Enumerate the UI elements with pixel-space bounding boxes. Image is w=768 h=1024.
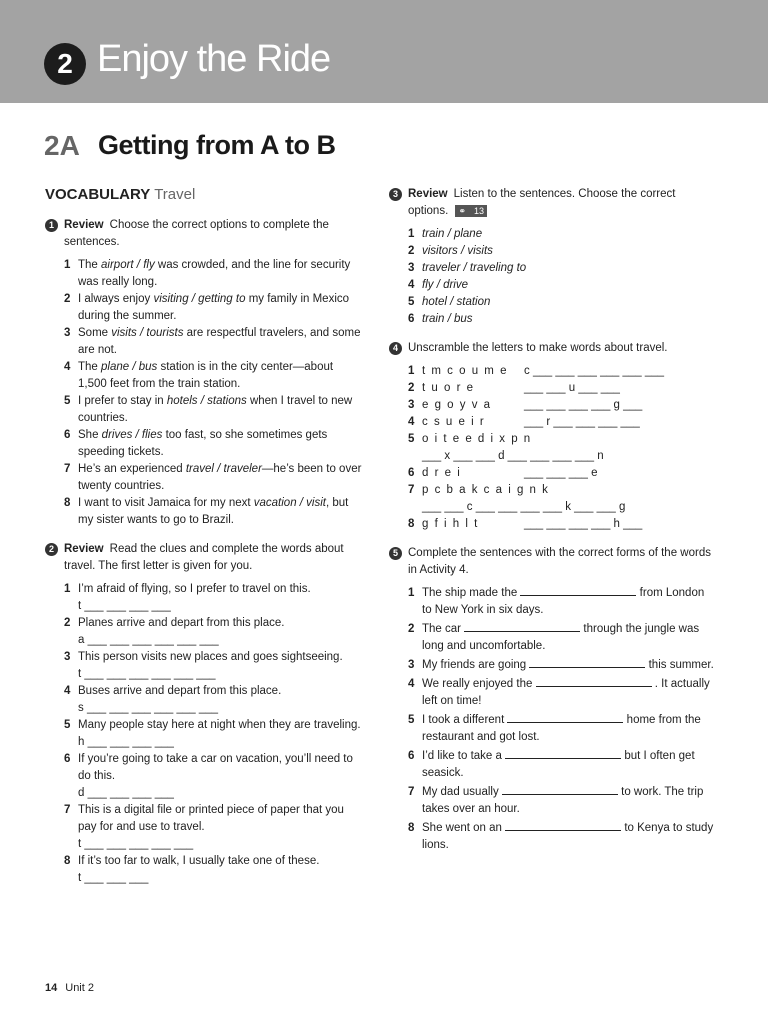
item-number: 7 xyxy=(64,804,71,816)
item-text xyxy=(78,259,350,288)
option-choice[interactable]: visitors / visits xyxy=(422,245,493,257)
list-item xyxy=(64,683,365,717)
fill-in-blank[interactable] xyxy=(464,621,580,632)
list-item xyxy=(408,712,715,746)
item-number: 1 xyxy=(408,587,415,599)
item-number: 4 xyxy=(408,279,415,291)
list-item xyxy=(64,291,365,325)
text-segment: The xyxy=(78,361,102,373)
text-segment: We really enjoyed the xyxy=(422,678,533,690)
item-text xyxy=(422,678,710,707)
exercise-2 xyxy=(45,541,365,887)
review-label: Review xyxy=(64,219,104,231)
option-choice[interactable]: train / plane xyxy=(422,228,483,240)
exercise-number-icon: 1 xyxy=(45,219,58,232)
list-item xyxy=(64,802,365,853)
list-item xyxy=(64,427,365,461)
option-choice[interactable]: hotels / stations xyxy=(166,395,247,407)
list-item xyxy=(408,397,715,414)
text-segment: through the jungle was long and uncomfortable. xyxy=(422,623,700,652)
item-text xyxy=(422,587,704,616)
exercise-instruction: Complete the sentences with the correct forms of the words in Activity 4. xyxy=(408,547,711,576)
text-segment: —he’s been to over twenty countries. xyxy=(78,463,362,492)
text-segment: my family in Mexico during the summer. xyxy=(78,293,350,322)
item-text xyxy=(78,497,348,526)
option-choice[interactable]: travel / traveler xyxy=(185,463,262,475)
option-choice[interactable]: train / bus xyxy=(422,313,473,325)
exercise-4-header xyxy=(389,340,715,357)
list-item xyxy=(408,431,715,465)
list-item xyxy=(64,257,365,291)
item-number: 8 xyxy=(64,855,71,867)
lesson-title: Getting from A to B xyxy=(98,130,336,160)
scrambled-letters: e g o y v a xyxy=(422,399,492,411)
item-number: 5 xyxy=(64,395,71,407)
exercise-3-header xyxy=(389,186,715,220)
text-segment: . It actually left on time! xyxy=(422,678,710,707)
review-label: Review xyxy=(408,188,448,200)
item-text xyxy=(422,750,695,779)
list-item xyxy=(408,277,715,294)
option-choice[interactable]: drives / flies xyxy=(101,429,163,441)
scrambled-letters: c s u e i r xyxy=(422,416,486,428)
scramble-row xyxy=(422,414,715,431)
answer-blank[interactable]: h ___ ___ ___ ___ xyxy=(78,736,174,748)
exercise-5-items xyxy=(389,585,715,854)
list-item xyxy=(64,495,365,529)
item-text xyxy=(78,361,333,390)
item-number: 8 xyxy=(408,518,415,530)
scramble-row xyxy=(422,397,715,414)
list-item xyxy=(408,621,715,655)
unit-title: Enjoy the Ride xyxy=(97,38,331,80)
list-item xyxy=(408,482,715,516)
answer-blank[interactable]: d ___ ___ ___ ___ xyxy=(78,787,174,799)
answer-blank[interactable]: t ___ ___ ___ ___ ___ ___ xyxy=(78,668,216,680)
item-number: 5 xyxy=(408,433,415,445)
page-number: 14 xyxy=(45,982,58,994)
item-number: 8 xyxy=(408,822,415,834)
answer-blank[interactable]: t ___ ___ ___ ___ xyxy=(78,600,171,612)
scramble-row xyxy=(422,380,715,397)
vocabulary-topic: Travel xyxy=(154,186,196,203)
list-item xyxy=(64,393,365,427)
list-item xyxy=(408,516,715,533)
list-item xyxy=(408,585,715,619)
answer-blank[interactable]: ___ ___ u ___ ___ xyxy=(524,382,620,394)
item-text xyxy=(422,714,701,743)
item-number: 3 xyxy=(64,327,71,339)
item-number: 1 xyxy=(408,365,415,377)
fill-in-blank[interactable] xyxy=(505,820,621,831)
text-segment: I’d like to take a xyxy=(422,750,502,762)
unit-banner xyxy=(0,0,768,103)
item-number: 1 xyxy=(408,228,415,240)
item-number: 2 xyxy=(64,293,71,305)
text-segment: , but my sister wants to go to Brazil. xyxy=(78,497,349,526)
option-choice[interactable]: fly / drive xyxy=(422,279,469,291)
fill-in-blank[interactable] xyxy=(536,676,652,687)
text-segment: Some xyxy=(78,327,112,339)
text-segment: are respectful travelers, and some are not. xyxy=(78,327,361,356)
item-number: 2 xyxy=(408,382,415,394)
list-item xyxy=(64,581,365,615)
item-text xyxy=(78,463,361,492)
list-item xyxy=(408,380,715,397)
list-item xyxy=(64,461,365,495)
list-item xyxy=(408,243,715,260)
exercise-instruction: Choose the correct options to complete the sentences. xyxy=(64,219,329,248)
exercise-2-items xyxy=(45,581,365,887)
item-text xyxy=(78,395,352,424)
option-choice[interactable]: plane / bus xyxy=(101,361,158,373)
exercise-number-icon: 5 xyxy=(389,547,402,560)
item-number: 3 xyxy=(408,399,415,411)
list-item xyxy=(64,615,365,649)
text-segment: to Kenya to study lions. xyxy=(422,822,714,851)
list-item xyxy=(408,260,715,277)
list-item xyxy=(408,784,715,818)
right-column xyxy=(389,186,715,866)
item-number: 1 xyxy=(64,583,71,595)
fill-in-blank[interactable] xyxy=(529,657,645,668)
answer-blank[interactable]: t ___ ___ ___ ___ ___ xyxy=(78,838,194,850)
fill-in-blank[interactable] xyxy=(520,585,636,596)
vocabulary-heading xyxy=(45,186,365,203)
answer-blank[interactable]: c ___ ___ ___ ___ ___ ___ xyxy=(524,365,665,377)
item-text xyxy=(422,623,699,652)
option-choice[interactable]: visits / tourists xyxy=(111,327,184,339)
list-item xyxy=(408,294,715,311)
audio-track-badge[interactable] xyxy=(455,205,487,217)
clue-text: Buses arrive and depart from this place. xyxy=(78,685,282,697)
clue-text: If you’re going to take a car on vacation, you’ll need to do this. xyxy=(78,753,353,782)
list-item xyxy=(408,820,715,854)
scramble-row xyxy=(422,363,715,380)
exercise-number-icon: 4 xyxy=(389,342,402,355)
exercise-instruction: Listen to the sentences. Choose the correct options. xyxy=(408,188,676,217)
headphones-icon: ⚭ xyxy=(458,206,467,216)
text-segment: My dad usually xyxy=(422,786,499,798)
text-segment: but I often get seasick. xyxy=(422,750,695,779)
item-number: 4 xyxy=(408,416,415,428)
review-label: Review xyxy=(64,543,104,555)
exercise-3-items xyxy=(389,226,715,328)
text-segment: from London to New York in six days. xyxy=(422,587,705,616)
option-choice[interactable]: airport / fly xyxy=(101,259,155,271)
item-number: 4 xyxy=(64,361,71,373)
list-item xyxy=(408,226,715,243)
scramble-row xyxy=(422,516,715,533)
text-segment: I took a different xyxy=(422,714,505,726)
left-column xyxy=(45,186,365,899)
scrambled-letters: g f i h l t xyxy=(422,518,479,530)
item-number: 6 xyxy=(408,313,415,325)
item-number: 5 xyxy=(408,296,415,308)
item-text xyxy=(422,659,714,671)
text-segment: to work. The trip takes over an hour. xyxy=(422,786,704,815)
exercise-4 xyxy=(389,340,715,533)
clue-text: I’m afraid of flying, so I prefer to travel on this. xyxy=(78,583,311,595)
list-item xyxy=(64,751,365,802)
list-item xyxy=(64,717,365,751)
list-item xyxy=(64,359,365,393)
scrambled-letters: o i t e e d i x p n xyxy=(422,433,532,445)
answer-blank[interactable]: ___ ___ ___ e xyxy=(524,467,598,479)
text-segment: I prefer to stay in xyxy=(78,395,167,407)
item-number: 3 xyxy=(408,262,415,274)
item-number: 7 xyxy=(64,463,71,475)
text-segment: He’s an experienced xyxy=(78,463,186,475)
text-segment: My friends are going xyxy=(422,659,527,671)
text-segment: She went on an xyxy=(422,822,502,834)
exercise-5-header xyxy=(389,545,715,579)
list-item xyxy=(408,676,715,710)
text-segment: I want to visit Jamaica for my next xyxy=(78,497,254,509)
exercise-4-items xyxy=(389,363,715,533)
item-number: 3 xyxy=(408,659,415,671)
text-segment: too fast, so she sometimes gets speeding tickets. xyxy=(78,429,328,458)
exercise-3 xyxy=(389,186,715,328)
text-segment: was crowded, and the line for security was really long. xyxy=(78,259,351,288)
list-item xyxy=(64,649,365,683)
list-item xyxy=(408,748,715,782)
audio-track-number: 13 xyxy=(474,206,485,216)
exercise-number-icon: 2 xyxy=(45,543,58,556)
answer-blank[interactable]: a ___ ___ ___ ___ ___ ___ xyxy=(78,634,219,646)
lesson-code: 2A xyxy=(44,130,80,161)
list-item xyxy=(408,363,715,380)
item-number: 1 xyxy=(64,259,71,271)
list-item xyxy=(408,657,715,674)
exercise-1-header xyxy=(45,217,365,251)
scramble-row xyxy=(422,465,715,482)
answer-blank[interactable]: ___ ___ c ___ ___ ___ ___ k ___ ___ g xyxy=(422,501,626,513)
answer-blank[interactable]: ___ ___ ___ ___ g ___ xyxy=(524,399,643,411)
clue-text: Many people stay here at night when they are traveling. xyxy=(78,719,361,731)
exercise-instruction: Read the clues and complete the words about travel. The first letter is given for you. xyxy=(64,543,344,572)
item-number: 6 xyxy=(64,753,71,765)
item-number: 7 xyxy=(408,484,415,496)
list-item xyxy=(64,853,365,887)
item-number: 2 xyxy=(408,623,415,635)
item-number: 5 xyxy=(64,719,71,731)
text-segment: The ship made the xyxy=(422,587,518,599)
item-number: 4 xyxy=(64,685,71,697)
page-footer xyxy=(45,982,94,994)
item-number: 6 xyxy=(408,750,415,762)
item-number: 3 xyxy=(64,651,71,663)
exercise-5 xyxy=(389,545,715,854)
scrambled-letters: p c b a k c a i g n k xyxy=(422,484,550,496)
item-text xyxy=(78,327,361,356)
option-choice[interactable]: visiting / getting to xyxy=(153,293,246,305)
answer-blank[interactable]: ___ ___ ___ ___ h ___ xyxy=(524,518,643,530)
item-text xyxy=(422,786,703,815)
exercise-1-items xyxy=(45,257,365,529)
item-text xyxy=(422,822,713,851)
exercise-number-icon: 3 xyxy=(389,188,402,201)
item-number: 5 xyxy=(408,714,415,726)
scrambled-letters: t m c o u m e xyxy=(422,365,508,377)
item-number: 7 xyxy=(408,786,415,798)
fill-in-blank[interactable] xyxy=(507,712,623,723)
text-segment: I always enjoy xyxy=(78,293,154,305)
text-segment: station is in the city center—about 1,500 feet from the train station. xyxy=(78,361,334,390)
list-item xyxy=(408,414,715,431)
scrambled-letters: t u o r e xyxy=(422,382,475,394)
item-number: 6 xyxy=(408,467,415,479)
clue-text: If it’s too far to walk, I usually take one of these. xyxy=(78,855,320,867)
item-text xyxy=(78,293,349,322)
vocabulary-label: VOCABULARY xyxy=(45,186,151,203)
clue-text: Planes arrive and depart from this place. xyxy=(78,617,285,629)
exercise-1 xyxy=(45,217,365,529)
answer-blank[interactable]: s ___ ___ ___ ___ ___ ___ xyxy=(78,702,219,714)
answer-blank[interactable]: ___ x ___ ___ d ___ ___ ___ ___ n xyxy=(422,450,604,462)
fill-in-blank[interactable] xyxy=(502,784,618,795)
list-item xyxy=(64,325,365,359)
clue-text: This person visits new places and goes sightseeing. xyxy=(78,651,343,663)
item-number: 4 xyxy=(408,678,415,690)
text-segment: She xyxy=(78,429,102,441)
list-item xyxy=(408,311,715,328)
item-text xyxy=(78,429,327,458)
footer-unit: Unit 2 xyxy=(65,982,94,994)
text-segment: The car xyxy=(422,623,461,635)
clue-text: This is a digital file or printed piece of paper that you pay for and use to travel. xyxy=(78,804,344,833)
text-segment: this summer. xyxy=(648,659,714,671)
list-item xyxy=(408,465,715,482)
item-number: 2 xyxy=(64,617,71,629)
option-choice[interactable]: vacation / visit xyxy=(253,497,326,509)
option-choice[interactable]: traveler / traveling to xyxy=(422,262,527,274)
item-number: 6 xyxy=(64,429,71,441)
exercise-instruction: Unscramble the letters to make words about travel. xyxy=(408,342,668,354)
fill-in-blank[interactable] xyxy=(505,748,621,759)
text-segment: when I travel to new countries. xyxy=(78,395,353,424)
scrambled-letters: d r e i xyxy=(422,467,462,479)
answer-blank[interactable]: t ___ ___ ___ xyxy=(78,872,149,884)
option-choice[interactable]: hotel / station xyxy=(422,296,491,308)
unit-number-badge: 2 xyxy=(44,43,86,85)
item-number: 2 xyxy=(408,245,415,257)
item-number: 8 xyxy=(64,497,71,509)
text-segment: home from the restaurant and got lost. xyxy=(422,714,701,743)
answer-blank[interactable]: ___ r ___ ___ ___ ___ xyxy=(524,416,640,428)
text-segment: The xyxy=(78,259,102,271)
exercise-2-header xyxy=(45,541,365,575)
